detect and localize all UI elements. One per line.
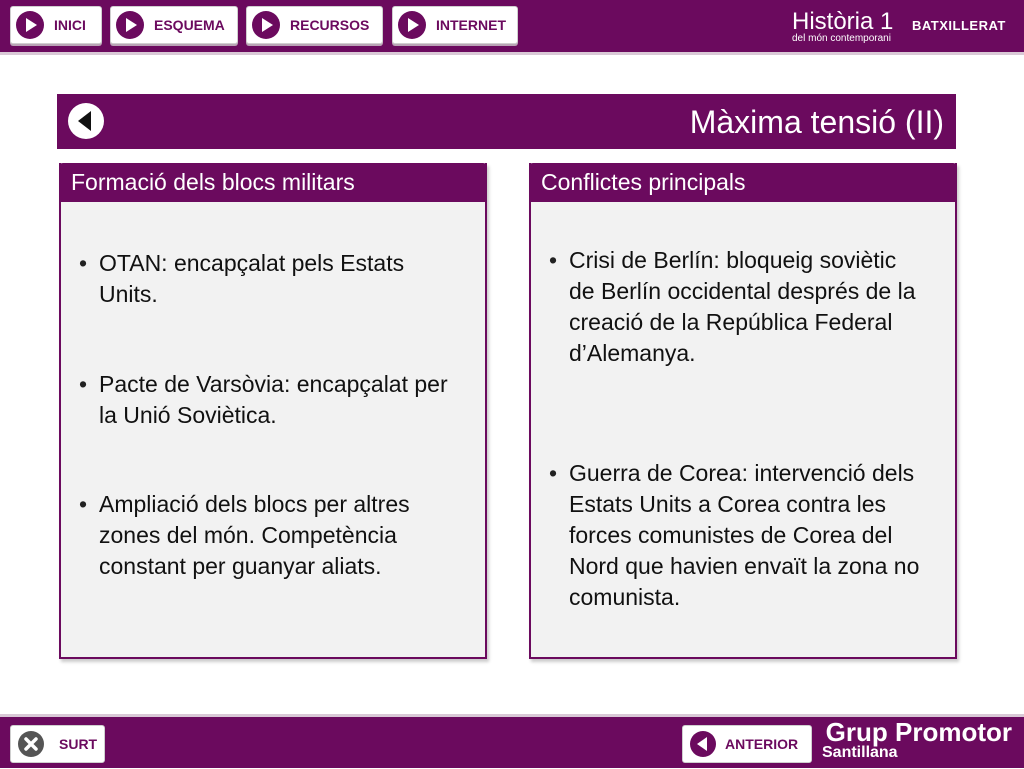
bullet-icon: • bbox=[549, 460, 558, 486]
bullet-icon: • bbox=[79, 371, 88, 397]
bottom-bar bbox=[0, 714, 1024, 768]
previous-button[interactable] bbox=[682, 725, 812, 763]
brand-header bbox=[792, 8, 1006, 48]
nav-button-label: INICI bbox=[54, 17, 86, 33]
publisher-name: Grup Promotor bbox=[825, 717, 1012, 747]
play-icon bbox=[116, 11, 144, 39]
list-item bbox=[531, 458, 955, 613]
list-item bbox=[61, 489, 485, 582]
top-navigation-bar bbox=[0, 0, 1024, 55]
list-item-text: Guerra de Corea: intervenció dels Estats Units a Corea contra les forces comunistes de Corea del Nord que havien envaït la zona no comunista. bbox=[569, 460, 920, 610]
exit-button[interactable] bbox=[10, 725, 105, 763]
page-title: Màxima tensió (II) bbox=[689, 104, 944, 140]
panel-header: Conflictes principals bbox=[529, 163, 957, 202]
list-item bbox=[61, 248, 485, 310]
nav-button-recursos[interactable] bbox=[246, 6, 383, 44]
previous-label: ANTERIOR bbox=[725, 736, 799, 752]
play-icon bbox=[398, 11, 426, 39]
nav-button-internet[interactable] bbox=[392, 6, 518, 44]
bullet-icon: • bbox=[79, 250, 88, 276]
page-title-bar bbox=[57, 94, 956, 149]
back-button[interactable] bbox=[68, 103, 104, 139]
panel-header: Formació dels blocs militars bbox=[59, 163, 487, 202]
bullet-icon: • bbox=[549, 247, 558, 273]
list-item-text: Crisi de Berlín: bloqueig soviètic de Berlín occidental després de la creació de la República Federal d’Alemanya. bbox=[569, 247, 916, 366]
brand-subtitle: del món contemporani bbox=[792, 33, 891, 44]
play-icon bbox=[252, 11, 280, 39]
back-arrow-icon bbox=[689, 730, 717, 758]
list-item-text: OTAN: encapçalat pels Estats Units. bbox=[99, 250, 405, 307]
nav-button-label: ESQUEMA bbox=[154, 17, 225, 33]
nav-button-label: INTERNET bbox=[436, 17, 506, 33]
back-arrow-icon bbox=[68, 103, 104, 139]
close-icon bbox=[17, 730, 45, 758]
play-icon bbox=[16, 11, 44, 39]
nav-button-label: RECURSOS bbox=[290, 17, 370, 33]
panel-military-blocs bbox=[59, 163, 487, 659]
panel-main-conflicts bbox=[529, 163, 957, 659]
publisher-sub: Santillana bbox=[822, 744, 898, 761]
brand-level: BATXILLERAT bbox=[912, 18, 1006, 33]
exit-label: SURT bbox=[59, 736, 98, 752]
nav-button-esquema[interactable] bbox=[110, 6, 238, 44]
list-item-text: Ampliació dels blocs per altres zones del món. Competència constant per guanyar aliats. bbox=[99, 491, 410, 579]
list-item bbox=[61, 369, 485, 431]
brand-title: Història 1 bbox=[792, 8, 894, 35]
publisher-logo bbox=[822, 717, 1012, 769]
list-item-text: Pacte de Varsòvia: encapçalat per la Unió Soviètica. bbox=[99, 371, 448, 428]
list-item bbox=[531, 245, 955, 369]
bullet-icon: • bbox=[79, 491, 88, 517]
nav-button-inici[interactable] bbox=[10, 6, 102, 44]
